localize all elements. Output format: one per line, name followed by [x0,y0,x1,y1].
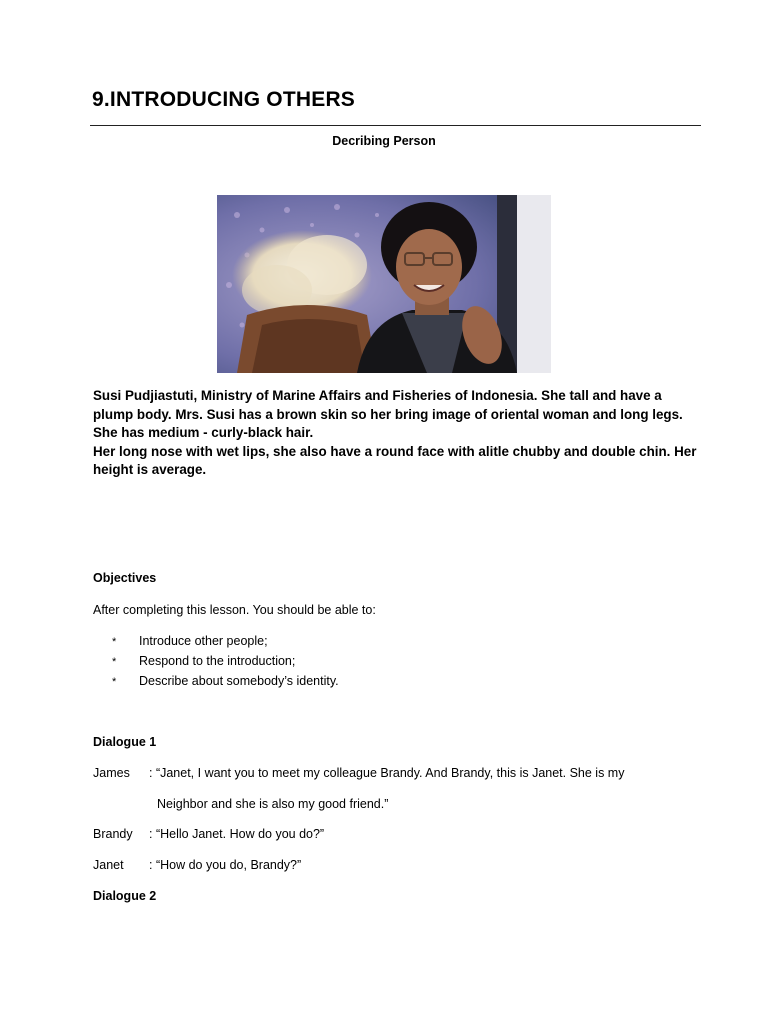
speaker-name: James [93,766,130,780]
objectives-intro: After completing this lesson. You should be able to: [93,603,376,617]
portrait-photo [217,195,551,373]
list-item [112,674,339,694]
list-item [112,634,339,654]
page-subtitle: Decribing Person [332,134,436,148]
description-paragraph: Susi Pudjiastuti, Ministry of Marine Affairs and Fisheries of Indonesia. She tall and have a plump body. Mrs. Susi has a brown skin so her bring image of oriental woman and long legs. She has medium - curly-black hair. [93,388,683,440]
dialogue-line [93,858,301,872]
dialogue-continuation: Neighbor and she is also my good friend.” [157,797,389,811]
dialogue-text: : “Hello Janet. How do you do?” [149,827,325,841]
dialogue2-heading: Dialogue 2 [93,889,157,903]
dialogue-line [93,766,624,780]
page-title: 9.INTRODUCING OTHERS [92,88,356,111]
dialogue-line [93,827,324,841]
description-paragraph: Her long nose with wet lips, she also have a round face with alitle chubby and double chin. Her height is average. [93,443,697,477]
list-item-text: Introduce other people; [139,634,268,648]
person-description [93,387,703,480]
dialogue-text: : “Janet, I want you to meet my colleague Brandy. And Brandy, this is Janet. She is my [149,766,625,780]
objectives-heading: Objectives [93,571,157,585]
list-item [112,654,339,674]
speaker-name: Janet [93,858,124,872]
speaker-name: Brandy [93,827,133,841]
list-item-text: Respond to the introduction; [139,654,296,668]
bullet-marker: * [112,636,117,648]
dialogue-text: : “How do you do, Brandy?” [149,858,302,872]
dialogue1-heading: Dialogue 1 [93,735,157,749]
bullet-marker: * [112,656,117,668]
list-item-text: Describe about somebody’s identity. [139,674,339,688]
objectives-list [112,634,339,694]
bullet-marker: * [112,676,117,688]
title-divider [90,125,701,126]
